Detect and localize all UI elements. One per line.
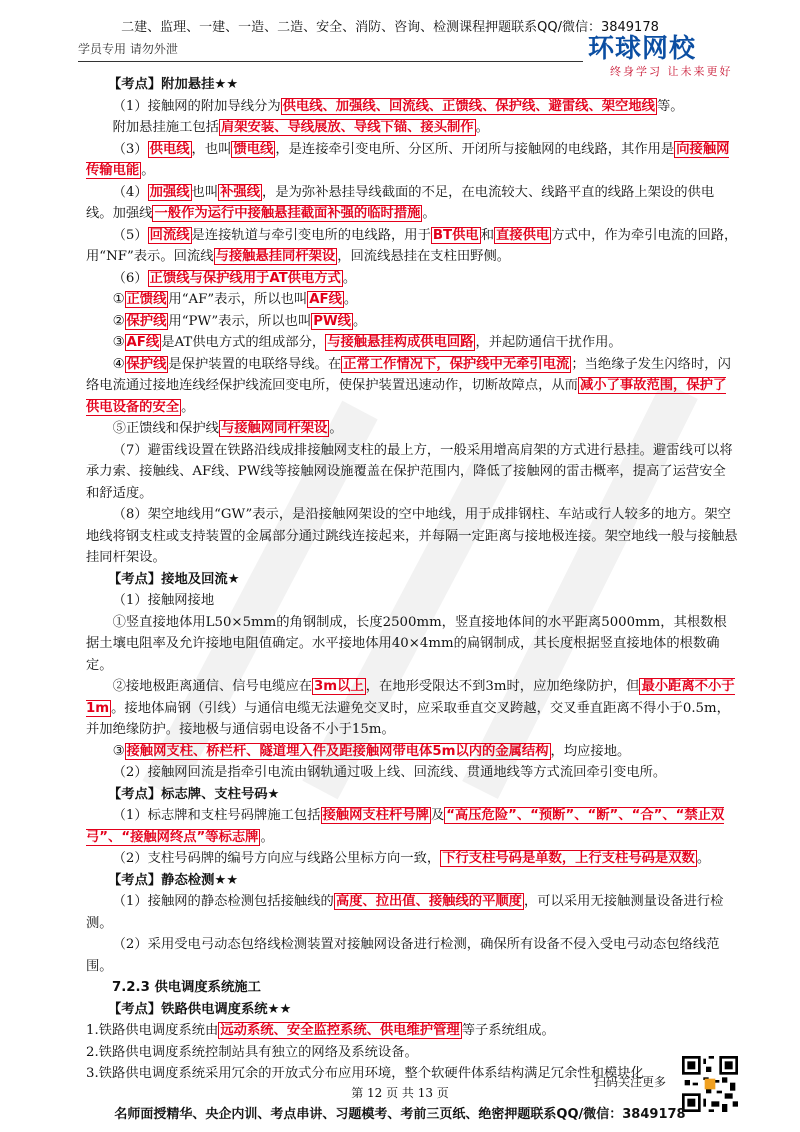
highlight: 保护线 bbox=[126, 313, 167, 329]
paragraph: ② 保护线 用“PW”表示，所以也叫 PW线 。 bbox=[112, 313, 367, 329]
highlight: 下行支柱号码是单数，上行支柱号码是双数 bbox=[442, 851, 695, 866]
highlight: 补强线 bbox=[220, 184, 261, 200]
section-heading: 【考点】标志牌、支柱号码★ bbox=[108, 786, 280, 802]
highlight: 一般作为运行中接触悬挂截面补强的临时措施 bbox=[154, 206, 421, 221]
document-body bbox=[86, 74, 738, 1085]
paragraph: （2）采用受电弓动态包络线检测装置对接触网设备进行检测，确保所有设备不侵入受电弓动态包络线范围。 bbox=[86, 937, 720, 974]
highlight: 供电线、加强线、回流线、正馈线、保护线、避雷线、架空地线 bbox=[282, 98, 655, 114]
paragraph: （1）接触网的附加导线分为 供电线、加强线、回流线、正馈线、保护线、避雷线、架空地线 等。 bbox=[112, 98, 684, 114]
highlight: 向接触网传输电能 bbox=[86, 141, 730, 178]
paragraph: （6） 正馈线与保护线用于AT供电方式 。 bbox=[112, 270, 357, 286]
logo-name: 环球网校 bbox=[588, 34, 697, 64]
section-heading: 【考点】静态检测★★ bbox=[108, 872, 239, 888]
paragraph: 2.铁路供电调度系统控制站具有独立的网络及系统设备。 bbox=[86, 1044, 418, 1060]
paragraph: ⑤正馈线和保护线 与接触网同杆架设 。 bbox=[112, 421, 343, 436]
highlight: PW线 bbox=[313, 313, 351, 329]
highlight: AF线 bbox=[126, 335, 160, 350]
paragraph: （2）支柱号码牌的编号方向应与线路公里标方向一致， 下行支柱号码是单数，上行支柱号码是双数 。 bbox=[112, 851, 711, 866]
paragraph: （1）标志牌和支柱号码牌施工包括 接触网支柱杆号牌 及 “高压危险”、“预断”、“断”、“合”、“禁止双弓”、“接触网终点”等标志牌 。 bbox=[86, 808, 725, 845]
highlight: 直接供电 bbox=[496, 227, 550, 243]
paragraph: ④ 保护线 是保护装置的电联络导线。在 正常工作情况下，保护线中无牵引电流 ；当绝缘子发生闪络时，闪络电流通过接地连线经保护线流回变电所，使保护装置迅速动作，切断故障点，从而 减小了事故范围，保护了供电设备的安全 。 bbox=[86, 356, 731, 415]
highlight: AF线 bbox=[309, 292, 342, 307]
highlight: 与接触悬挂同杆架设 bbox=[215, 249, 336, 264]
highlight: “高压危险”、“预断”、“断”、“合”、“禁止双弓”、“接触网终点”等标志牌 bbox=[86, 808, 725, 845]
highlight: 接触网支柱杆号牌 bbox=[322, 808, 429, 823]
section-heading: 【考点】附加悬挂★★ bbox=[108, 77, 239, 92]
highlight: 与接触悬挂构成供电回路 bbox=[327, 335, 474, 350]
paragraph: ①竖直接地体用L50×5mm的角钢制成，长度2500mm，竖直接地体间的水平距离5000mm，其根数根据土壤电阻率及允许接地电阻值确定。水平接地体用40×4mm的扁钢制成，其长度根据竖直接地体的根数确定。 bbox=[86, 614, 727, 673]
section-heading: 【考点】接地及回流★ bbox=[108, 571, 240, 587]
header-notice: 学员专用 请勿外泄 bbox=[78, 42, 178, 56]
highlight: 供电线 bbox=[149, 141, 190, 157]
paragraph: ③ AF线 是AT供电方式的组成部分， 与接触悬挂构成供电回路 ，并起防通信干扰作用。 bbox=[112, 335, 622, 350]
highlight: 正馈线与保护线用于AT供电方式 bbox=[149, 270, 341, 286]
highlight: BT供电 bbox=[432, 227, 479, 243]
paragraph: 附加悬挂施工包括 肩架安装、导线展放、导线下锚、接头制作 。 bbox=[112, 120, 489, 135]
highlight: 正馈线 bbox=[126, 292, 167, 307]
paragraph: （3） 供电线 ，也叫 馈电线 ，是连接牵引变电所、分区所、开闭所与接触网的电线路，其作用是 向接触网传输电能 。 bbox=[86, 141, 730, 178]
paragraph: （2）接触网回流是指牵引电流由钢轨通过吸上线、回流线、贯通地线等方式流回牵引变电所。 bbox=[112, 765, 667, 780]
paragraph: （5） 回流线 是连接轨道与牵引变电所的电线路，用于 BT供电 和 直接供电 方式中，作为牵引电流的回路，用“NF”表示。回流线 与接触悬挂同杆架设 ，回流线悬挂在支柱田野侧。 bbox=[86, 227, 738, 264]
paragraph: （1）接触网的静态检测包括接触线的 高度、拉出值、接触线的平顺度 ，可以采用无接触测量设备进行检测。 bbox=[86, 894, 724, 931]
highlight: 正常工作情况下，保护线中无牵引电流 bbox=[343, 356, 570, 372]
highlight: 减小了事故范围，保护了供电设备的安全 bbox=[86, 378, 727, 415]
paragraph: ① 正馈线 用“AF”表示，所以也叫 AF线 。 bbox=[112, 292, 358, 307]
page-number: 第 12 页 共 13 页 bbox=[351, 1086, 449, 1100]
logo-slogan: 终身学习 让未来更好 bbox=[610, 65, 733, 78]
highlight: 与接触网同杆架设 bbox=[220, 421, 328, 436]
paragraph: （4） 加强线 也叫 补强线 ，是为弥补悬挂导线截面的不足，在电流较大、线路平直的线路上架设的供电线。加强线 一般作为运行中接触悬挂截面补强的临时措施 。 bbox=[86, 184, 715, 221]
paragraph: ②接地极距离通信、信号电缆应在 3m以上 ，在地形受限达不到3m时，应加绝缘防护，但 最小距离不小于1m 。接地体扁钢（引线）与通信电缆无法避免交叉时，应采取垂直交叉跨越，交叉垂直距离不得小于0.5m，并加绝缘防护。接地极与通信弱电设备不小于15m。 bbox=[86, 679, 735, 737]
paragraph: （7）避雷线设置在铁路沿线成排接触网支柱的最上方，一般采用增高肩架的方式进行悬挂。避雷线可以将承力索、接触线、AF线、PW线等接触网设施覆盖在保护范围内，降低了接触网的雷击概率，提高了运营安全和舒适度。 bbox=[86, 442, 733, 501]
header-divider bbox=[78, 61, 583, 62]
paragraph: （8）架空地线用“GW”表示，是沿接触网架设的空中地线，用于成排钢柱、车站或行人较多的地方。架空地线将钢支柱或支持装置的金属部分通过跳线连接起来，并每隔一定距离与接地极连接。架空地线一般与接触悬挂同杆架设。 bbox=[86, 507, 738, 565]
subsection-title: 7.2.3 供电调度系统施工 bbox=[112, 980, 261, 995]
paragraph: 3.铁路供电调度系统采用冗余的开放式分布应用环境，整个软硬件体系结构满足冗余性和模块化 bbox=[86, 1066, 644, 1081]
header-contact: 二建、监理、一建、一造、二造、安全、消防、咨询、检测课程押题联系QQ/微信：3849178 bbox=[121, 20, 659, 35]
scan-prompt: 扫码关注更多 bbox=[594, 1075, 667, 1089]
highlight: 接触网支柱、桥栏杆、隧道埋入件及距接触网带电体5m以内的金属结构 bbox=[126, 743, 549, 759]
highlight: 加强线 bbox=[149, 184, 190, 200]
paragraph: ③ 接触网支柱、桥栏杆、隧道埋入件及距接触网带电体5m以内的金属结构 ，均应接地。 bbox=[112, 743, 631, 759]
highlight: 肩架安装、导线展放、导线下锚、接头制作 bbox=[220, 120, 474, 135]
section-heading: 【考点】铁路供电调度系统★★ bbox=[108, 1001, 292, 1017]
highlight: 保护线 bbox=[126, 356, 167, 372]
footer-contact: 名师面授精华、央企内训、考点串讲、习题模考、考前三页纸、绝密押题联系QQ/微信：3849178 bbox=[114, 1107, 686, 1122]
highlight: 馈电线 bbox=[233, 141, 274, 157]
paragraph: 1.铁路供电调度系统由 远动系统、安全监控系统、供电维护管理 等子系统组成。 bbox=[86, 1023, 555, 1038]
highlight: 远动系统、安全监控系统、供电维护管理 bbox=[220, 1023, 460, 1038]
paragraph: （1）接触网接地 bbox=[112, 593, 215, 608]
highlight: 3m以上 bbox=[314, 679, 364, 694]
highlight: 最小距离不小于1m bbox=[86, 679, 735, 716]
highlight: 回流线 bbox=[149, 227, 190, 243]
highlight: 高度、拉出值、接触线的平顺度 bbox=[335, 894, 522, 909]
